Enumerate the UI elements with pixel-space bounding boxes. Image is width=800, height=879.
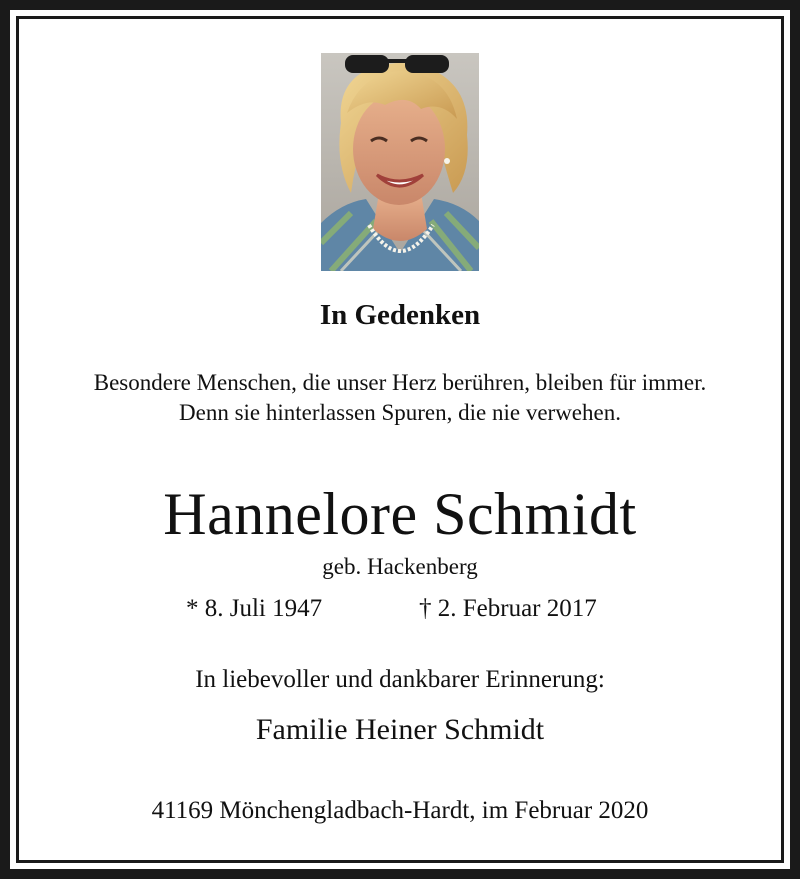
place-and-date: 41169 Mönchengladbach-Hardt, im Februar 2020 [151,797,649,824]
verse-line-2: Denn sie hinterlassen Spuren, die nie verwehen. [179,400,621,425]
frame-gap [10,10,790,869]
death-date: † 2. Februar 2017 [419,595,597,622]
verse-line-1: Besondere Menschen, die unser Herz berühren, bleiben für immer. [93,370,707,395]
deceased-name: Hannelore Schmidt [163,481,637,547]
portrait-photo [321,53,479,271]
birth-date: * 8. Juli 1947 [186,595,323,622]
family-signature: Familie Heiner Schmidt [255,713,545,746]
obituary-notice [16,16,784,863]
maiden-name: geb. Hackenberg [322,554,478,579]
heading-in-memory: In Gedenken [319,299,481,331]
remembrance-line: In liebevoller und dankbarer Erinnerung: [195,666,605,693]
